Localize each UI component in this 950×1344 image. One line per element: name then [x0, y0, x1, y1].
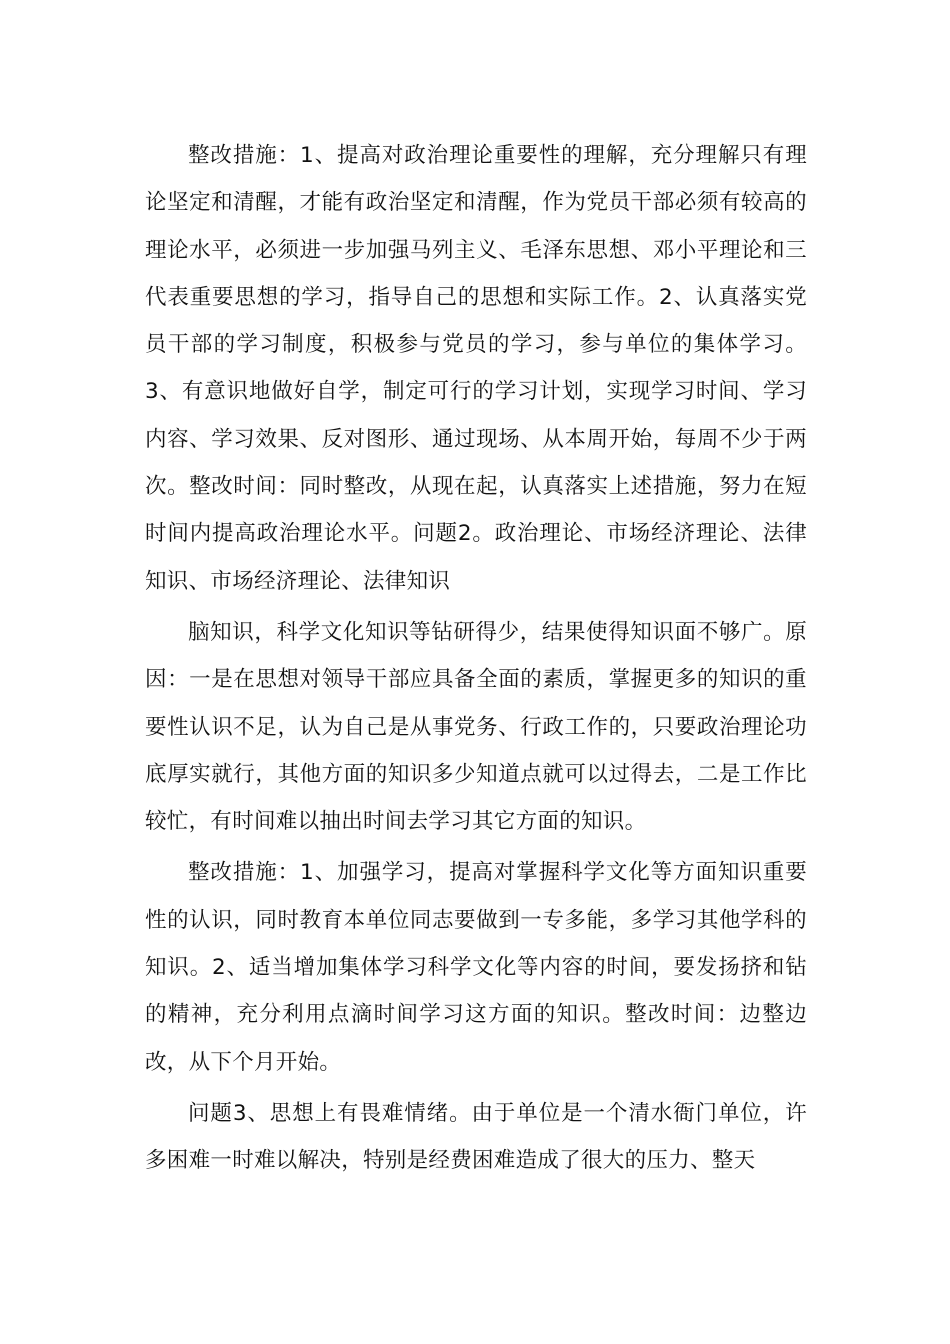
paragraph-rectification-measures-1: 整改措施：1、提高对政治理论重要性的理解，充分理解只有理论坚定和清醒，才能有政治坚定和清醒，作为党员干部必须有较高的理论水平，必须进一步加强马列主义、毛泽东思想、邓小平理论和三代表重要思想的学习，指导自己的思想和实际工作。2、认真落实党员干部的学习制度，积极参与党员的学习，参与单位的集体学习。3、有意识地做好自学，制定可行的学习计划，实现学习时间、学习内容、学习效果、反对图形、通过现场、从本周开始，每周不少于两次。整改时间：同时整改，从现在起，认真落实上述措施，努力在短时间内提高政治理论水平。问题2。政治理论、市场经济理论、法律知识、市场经济理论、法律知识	[145, 143, 807, 594]
paragraph-rectification-measures-2: 整改措施：1、加强学习，提高对掌握科学文化等方面知识重要性的认识，同时教育本单位同志要做到一专多能，多学习其他学科的知识。2、适当增加集体学习科学文化等内容的时间，要发扬挤和钻的精神，充分利用点滴时间学习这方面的知识。整改时间：边整边改，从下个月开始。	[145, 860, 807, 1075]
paragraph-problem-3: 问题3、思想上有畏难情绪。由于单位是一个清水衙门单位，许多困难一时难以解决，特别是经费困难造成了很大的压力、整天	[145, 1100, 807, 1174]
paragraph-knowledge-reasons: 脑知识，科学文化知识等钻研得少，结果使得知识面不够广。原因：一是在思想对领导干部应具备全面的素质，掌握更多的知识的重要性认识不足，认为自己是从事党务、行政工作的，只要政治理论功底厚实就行，其他方面的知识多少知道点就可以过得去，二是工作比较忙，有时间难以抽出时间去学习其它方面的知识。	[145, 619, 807, 835]
document-body	[145, 132, 807, 1185]
